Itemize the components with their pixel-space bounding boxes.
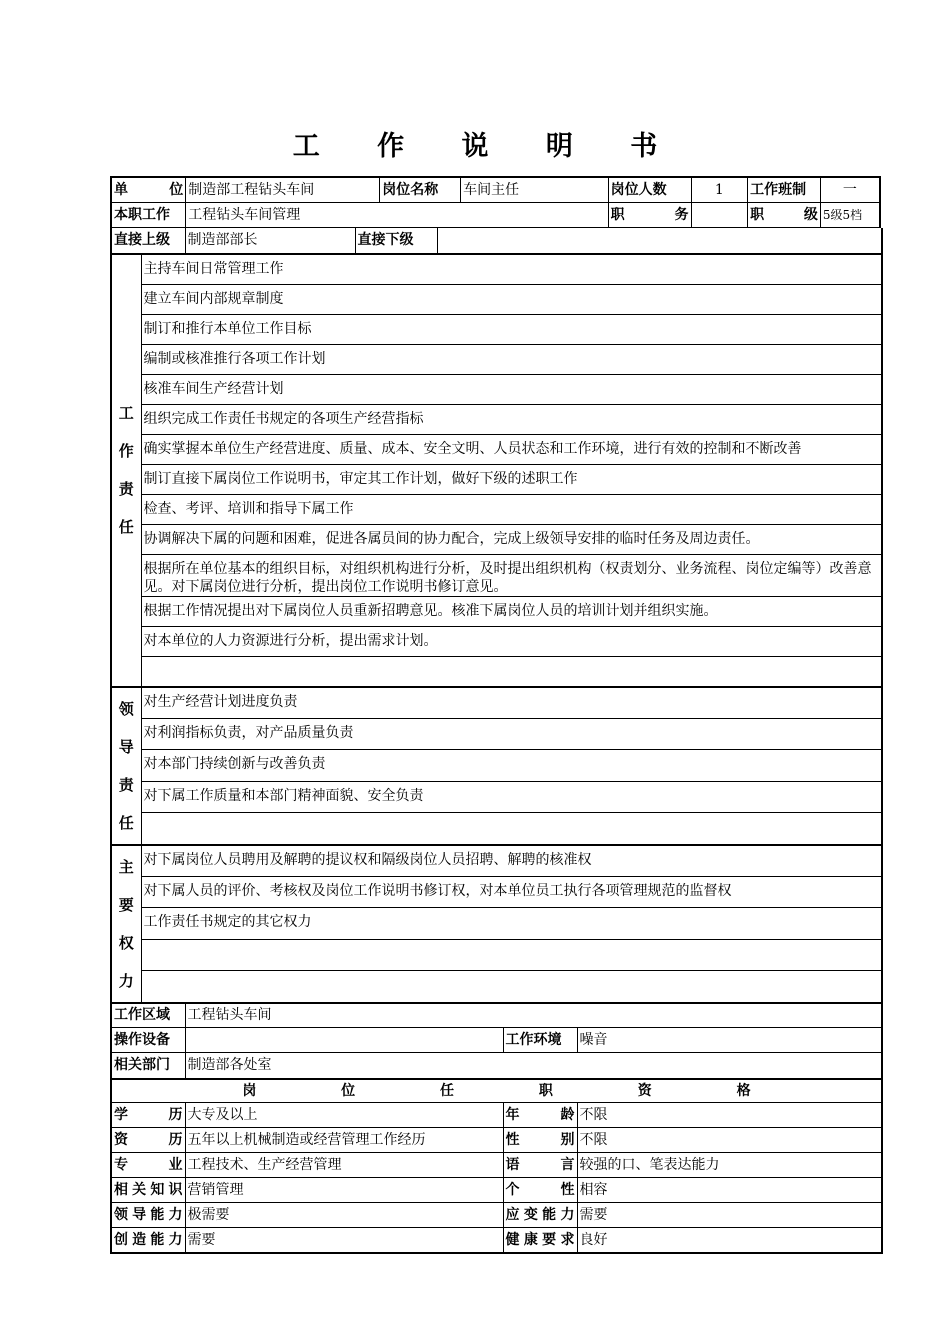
responsibility-item: 核准车间生产经营计划 [141, 374, 882, 404]
qualification-row [111, 1178, 882, 1203]
responsibility-item: 对本单位的人力资源进行分析，提出需求计划。 [141, 626, 882, 656]
equipment-value [185, 1028, 503, 1053]
level-label: 职 级 [748, 202, 821, 227]
responsibility-row [111, 344, 882, 374]
responsibility-item: 建立车间内部规章制度 [141, 284, 882, 314]
responsibility-item: 主持车间日常管理工作 [141, 254, 882, 285]
qualification-label: 个 性 [503, 1178, 577, 1203]
responsibility-row [111, 494, 882, 524]
qualification-label: 健康要求 [503, 1228, 577, 1253]
responsibility-row [111, 434, 882, 464]
qualification-value: 需要 [185, 1228, 503, 1253]
post-name-label: 岗位名称 [380, 177, 461, 202]
subordinate-label: 直接下级 [355, 228, 437, 253]
authority-item [141, 971, 882, 1002]
authority-section [110, 844, 883, 1002]
unit-value: 制造部工程钻头车间 [186, 177, 380, 202]
page-title: 工 作 说 明 书 [292, 131, 682, 162]
leadership-row [111, 750, 882, 781]
qualification-value: 五年以上机械制造或经营管理工作经历 [185, 1128, 503, 1153]
responsibility-row [111, 626, 882, 656]
qualification-row [111, 1153, 882, 1178]
responsibility-item: 协调解决下属的问题和困难，促进各属员间的协力配合，完成上级领导安排的临时任务及周边责任。 [141, 524, 882, 554]
responsibilities-section [110, 253, 883, 686]
leadership-item: 对下属工作质量和本部门精神面貌、安全负责 [141, 781, 882, 812]
qualification-row [111, 1228, 882, 1253]
responsibility-row [111, 404, 882, 434]
authority-row [111, 939, 882, 970]
unit-label: 单 位 [111, 177, 186, 202]
responsibility-row [111, 314, 882, 344]
responsibility-row [111, 374, 882, 404]
qualification-value: 不限 [577, 1128, 882, 1153]
responsibility-row [111, 524, 882, 554]
responsibility-item: 组织完成工作责任书规定的各项生产经营指标 [141, 404, 882, 434]
authority-item: 对下属岗位人员聘用及解聘的提议权和隔级岗位人员招聘、解聘的核准权 [141, 845, 882, 877]
qualification-label: 创造能力 [114, 1231, 183, 1248]
superior-label: 直接上级 [114, 232, 170, 248]
leadership-row [111, 813, 882, 844]
qualification-value: 良好 [577, 1228, 882, 1253]
qualification-label: 语 言 [503, 1153, 577, 1178]
qualification-label: 相关知识 [111, 1178, 185, 1203]
responsibility-row [111, 596, 882, 626]
qualification-label: 年 龄 [503, 1103, 577, 1128]
post-name-value: 车间主任 [461, 177, 609, 202]
qualification-label: 应变能力 [503, 1203, 577, 1228]
post-count-label: 岗位人数 [608, 177, 691, 202]
qualification-row [111, 1103, 882, 1128]
authority-row [111, 971, 882, 1002]
leadership-item: 对利润指标负责，对产品质量负责 [141, 718, 882, 749]
area-label: 工作区域 [111, 1003, 185, 1028]
qualification-value: 大专及以上 [185, 1103, 503, 1128]
qualifications-table [110, 1078, 883, 1254]
responsibility-item: 确实掌握本单位生产经营进度、质量、成本、安全文明、人员状态和工作环境，进行有效的控制和不断改善 [141, 434, 882, 464]
leadership-row [111, 687, 882, 719]
area-value: 工程钻头车间 [185, 1003, 882, 1028]
responsibility-row [111, 554, 882, 596]
responsibility-row [111, 464, 882, 494]
responsibility-row [111, 284, 882, 314]
qualification-label: 学 历 [111, 1103, 185, 1128]
work-area-table [110, 1002, 883, 1078]
qualification-value: 需要 [577, 1203, 882, 1228]
post-count-value: 1 [691, 177, 748, 202]
duty-label: 职 务 [608, 202, 691, 227]
subordinate-value [437, 228, 882, 253]
qualification-value: 不限 [577, 1103, 882, 1128]
responsibility-item: 编制或核准推行各项工作计划 [141, 344, 882, 374]
superior-value: 制造部部长 [185, 228, 355, 253]
authority-row [111, 845, 882, 877]
env-label: 工作环境 [503, 1028, 577, 1053]
qualifications-heading: 岗 位 任 职 资 格 [111, 1079, 882, 1103]
leadership-row [111, 781, 882, 812]
responsibility-row [111, 254, 882, 285]
leadership-item [141, 813, 882, 844]
job-label: 本职工作 [111, 202, 186, 227]
qualification-value: 极需要 [185, 1203, 503, 1228]
header-table [110, 176, 881, 228]
responsibility-item: 根据工作情况提出对下属岗位人员重新招聘意见。核准下属岗位人员的培训计划并组织实施。 [141, 596, 882, 626]
dept-value: 制造部各处室 [185, 1053, 882, 1078]
shift-value: 一 [820, 177, 880, 202]
leadership-item: 对生产经营计划进度负责 [141, 687, 882, 719]
authority-row [111, 876, 882, 907]
superior-table [110, 228, 883, 253]
env-value: 噪音 [577, 1028, 882, 1053]
authority-row [111, 908, 882, 939]
qualification-value: 相容 [577, 1178, 882, 1203]
responsibility-item: 根据所在单位基本的组织目标，对组织机构进行分析，及时提出组织机构（权责划分、业务流程、岗位定编等）改善意见。对下属岗位进行分析，提出岗位工作说明书修订意见。 [141, 554, 882, 596]
responsibility-item: 制订和推行本单位工作目标 [141, 314, 882, 344]
leadership-label: 领 导 责 任 [111, 687, 141, 844]
qualification-label: 专 业 [111, 1153, 185, 1178]
authority-item: 对下属人员的评价、考核权及岗位工作说明书修订权，对本单位员工执行各项管理规范的监督权 [141, 876, 882, 907]
qualification-row [111, 1203, 882, 1228]
responsibility-item [141, 656, 882, 686]
responsibility-item: 制订直接下属岗位工作说明书，审定其工作计划，做好下级的述职工作 [141, 464, 882, 494]
qualification-label: 性 别 [503, 1128, 577, 1153]
responsibility-label: 工 作 责 任 [111, 254, 141, 686]
job-value: 工程钻头车间管理 [186, 202, 608, 227]
qualification-label: 资 历 [111, 1128, 185, 1153]
authority-item: 工作责任书规定的其它权力 [141, 908, 882, 939]
qualification-value: 较强的口、笔表达能力 [577, 1153, 882, 1178]
level-value: 5级5档 [820, 202, 880, 227]
leadership-section [110, 686, 883, 844]
qualification-value: 营销管理 [185, 1178, 503, 1203]
responsibility-row [111, 656, 882, 686]
shift-label: 工作班制 [748, 177, 821, 202]
authority-item [141, 939, 882, 970]
leadership-row [111, 718, 882, 749]
responsibility-item: 检查、考评、培训和指导下属工作 [141, 494, 882, 524]
duty-value [691, 202, 748, 227]
leadership-item: 对本部门持续创新与改善负责 [141, 750, 882, 781]
qualification-label: 领导能力 [111, 1203, 185, 1228]
dept-label: 相关部门 [114, 1057, 170, 1074]
qualification-row [111, 1128, 882, 1153]
authority-label: 主 要 权 力 [111, 845, 141, 1002]
qualification-value: 工程技术、生产经营管理 [185, 1153, 503, 1178]
equipment-label: 操作设备 [111, 1028, 185, 1053]
job-description-form [110, 176, 881, 1254]
